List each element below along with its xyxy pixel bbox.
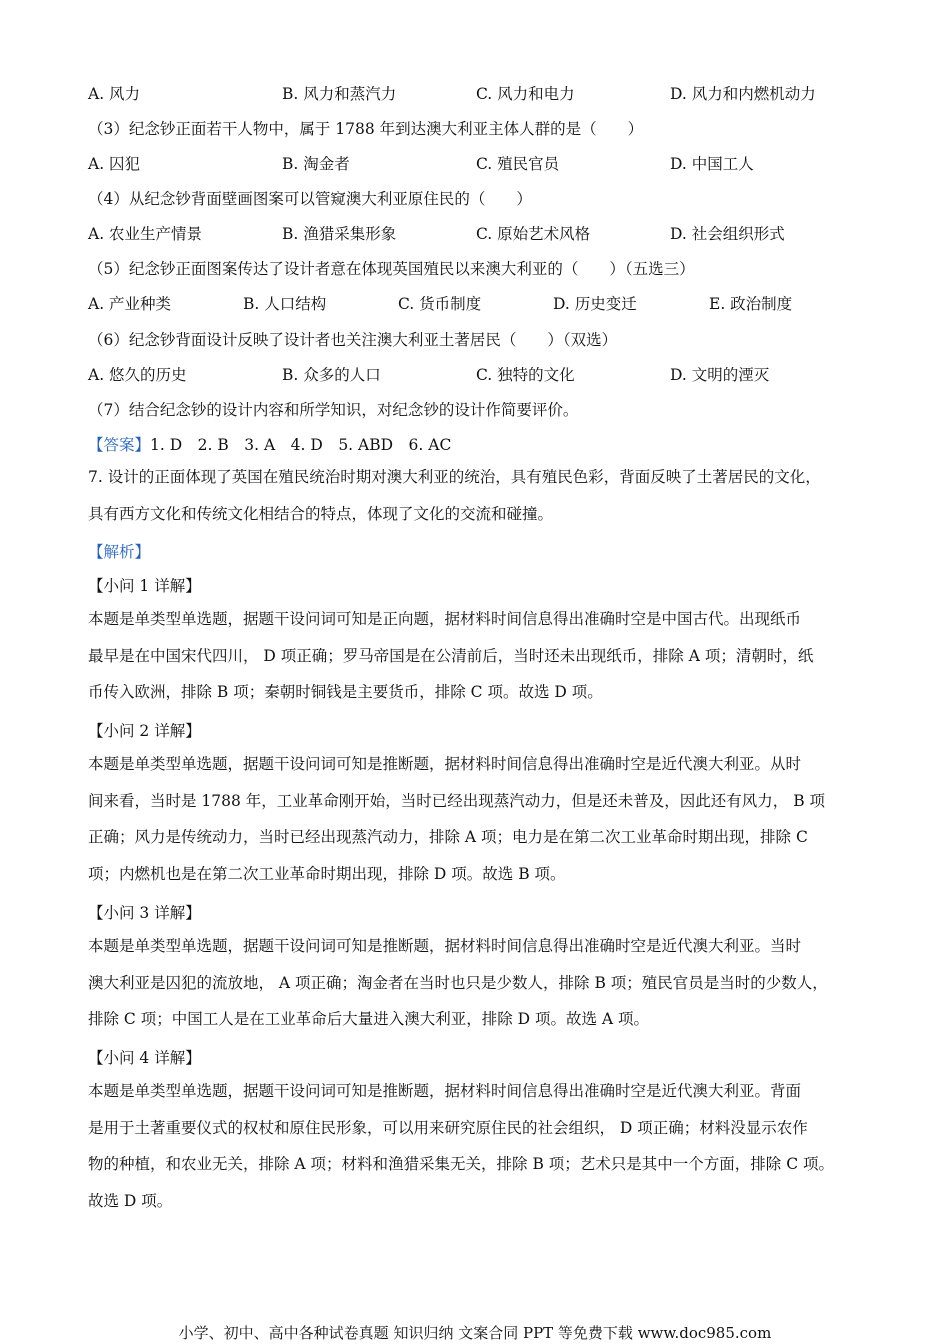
option-d: D. 历史变迁 [553,295,637,313]
q5-options [88,292,878,316]
option-b: B. 风力和蒸汽力 [282,85,397,103]
answer-text: 1. D 2. B 3. A 4. D 5. ABD 6. AC [150,436,452,454]
q3-options [88,152,878,176]
question-5: （5）纪念钞正面图案传达了设计者意在体现英国殖民以来澳大利亚的（ ）（五选三） [88,260,695,278]
section-body [88,928,876,1038]
q6-options [88,363,878,387]
option-c: C. 殖民官员 [476,155,560,173]
option-d: D. 文明的湮灭 [670,366,770,384]
answer-7 [88,459,876,532]
section-line: 物的种植，和农业无关，排除 A 项；材料和渔猎采集无关，排除 B 项；艺术只是其中一个方面，排除 C 项。 [88,1155,835,1174]
section-body [88,746,876,892]
option-a: A. 囚犯 [88,155,141,173]
section-heading: 【小问 4 详解】 [88,1049,201,1067]
option-a: A. 产业种类 [88,295,172,313]
q2-options [88,82,878,106]
section-line: 最早是在中国宋代四川， D 项正确；罗马帝国是在公清前后，当时还未出现纸币，排除 A 项；清朝时，纸 [88,646,814,665]
option-d: D. 社会组织形式 [670,225,785,243]
option-c: C. 风力和电力 [476,85,575,103]
section-body [88,601,876,711]
analysis-tag: 【解析】 [88,543,151,561]
section-line: 本题是单类型单选题，据题干设问词可知是正向题，据材料时间信息得出准确时空是中国古代。出现纸币 [88,610,802,628]
option-a: A. 风力 [88,85,141,103]
answer-7-line: 7. 设计的正面体现了英国在殖民统治时期对澳大利亚的统治，具有殖民色彩，背面反映了土著居民的文化， [88,468,821,486]
page-footer: 小学、初中、高中各种试卷真题 知识归纳 文案合同 PPT 等免费下载 www.doc985.com [178,1324,772,1342]
option-b: B. 渔猎采集形象 [282,225,397,243]
section-line: 本题是单类型单选题，据题干设问词可知是推断题，据材料时间信息得出准确时空是近代澳大利亚。从时 [88,755,802,773]
option-d: D. 中国工人 [670,155,754,173]
option-c: C. 原始艺术风格 [476,225,591,243]
section-line: 本题是单类型单选题，据题干设问词可知是推断题，据材料时间信息得出准确时空是近代澳大利亚。当时 [88,937,802,955]
option-b: B. 人口结构 [243,295,327,313]
section-heading: 【小问 3 详解】 [88,904,201,922]
option-c: C. 独特的文化 [476,366,575,384]
question-3: （3）纪念钞正面若干人物中，属于 1788 年到达澳大利亚主体人群的是（ ） [88,120,644,138]
option-b: B. 淘金者 [282,155,350,173]
option-c: C. 货币制度 [398,295,482,313]
section-line: 正确；风力是传统动力，当时已经出现蒸汽动力，排除 A 项；电力是在第二次工业革命时期出现，排除 C [88,828,808,847]
question-4: （4）从纪念钞背面壁画图案可以管窥澳大利亚原住民的（ ） [88,190,532,208]
section-line: 本题是单类型单选题，据题干设问词可知是推断题，据材料时间信息得出准确时空是近代澳大利亚。背面 [88,1082,802,1100]
option-a: A. 农业生产情景 [88,225,203,243]
answer-7-line: 具有西方文化和传统文化相结合的特点，体现了文化的交流和碰撞。 [88,504,554,523]
section-line: 澳大利亚是囚犯的流放地， A 项正确；淘金者在当时也只是少数人，排除 B 项；殖民官员是当时的少数人， [88,973,828,992]
option-e: E. 政治制度 [709,295,793,313]
option-a: A. 悠久的历史 [88,366,187,384]
section-heading: 【小问 1 详解】 [88,577,201,595]
question-6: （6）纪念钞背面设计反映了设计者也关注澳大利亚土著居民（ ）（双选） [88,331,618,349]
section-line: 项；内燃机也是在第二次工业革命时期出现，排除 D 项。故选 B 项。 [88,864,566,883]
option-d: D. 风力和内燃机动力 [670,85,816,103]
section-line: 排除 C 项；中国工人是在工业革命后大量进入澳大利亚，排除 D 项。故选 A 项。 [88,1010,650,1029]
answer-line [88,433,451,455]
question-7: （7）结合纪念钞的设计内容和所学知识，对纪念钞的设计作简要评价。 [88,401,579,419]
answer-tag: 【答案】 [88,436,151,454]
section-heading: 【小问 2 详解】 [88,722,201,740]
q4-options [88,222,878,246]
section-line: 故选 D 项。 [88,1191,173,1210]
section-line: 间来看，当时是 1788 年，工业革命刚开始，当时已经出现蒸汽动力，但是还未普及，因此还有风力， B 项 [88,791,826,810]
section-line: 币传入欧洲，排除 B 项；秦朝时铜钱是主要货币，排除 C 项。故选 D 项。 [88,683,603,702]
section-line: 是用于土著重要仪式的权杖和原住民形象，可以用来研究原住民的社会组织， D 项正确；材料没显示农作 [88,1118,808,1137]
option-b: B. 众多的人口 [282,366,381,384]
section-body [88,1073,876,1219]
